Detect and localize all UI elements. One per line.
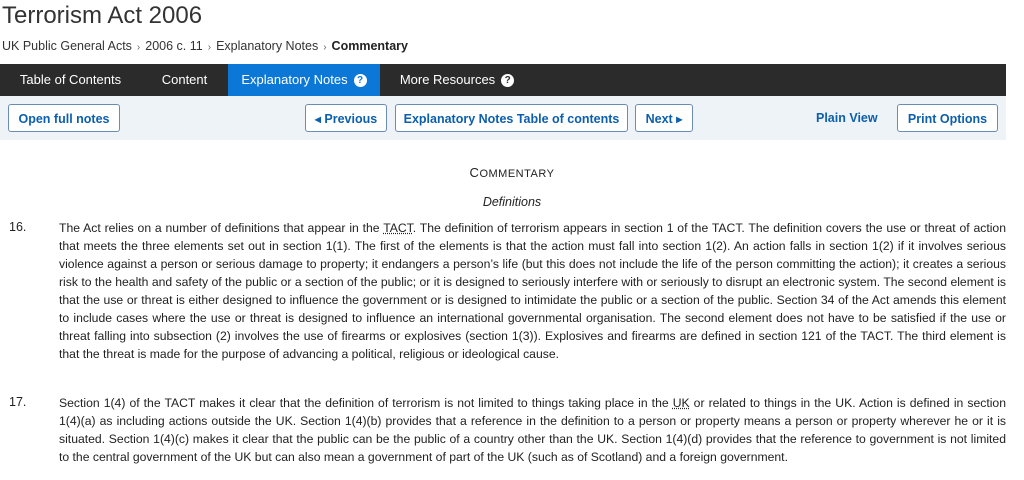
abbreviation-tact[interactable]: TACT xyxy=(383,221,413,235)
tab-content[interactable] xyxy=(141,64,228,96)
breadcrumb xyxy=(2,39,408,53)
chevron-right-icon: › xyxy=(207,42,212,53)
paragraph-17 xyxy=(59,394,1006,466)
breadcrumb-link-2006-c11[interactable]: 2006 c. 11 xyxy=(145,39,203,53)
tab-label: Content xyxy=(161,72,208,87)
tab-table-of-contents[interactable] xyxy=(0,64,141,96)
help-icon[interactable]: ? xyxy=(354,74,367,87)
paragraph-text: The Act relies on a number of definitions that appear in the xyxy=(59,221,384,235)
page-title: Terrorism Act 2006 xyxy=(2,2,203,29)
tab-explanatory-notes[interactable] xyxy=(228,64,380,96)
breadcrumb-link-uk-public-general-acts[interactable]: UK Public General Acts xyxy=(2,39,132,53)
paragraph-text: or related to things in the UK. Action is defined in section 1(4)(a) as including actions outside the UK. Section 1(4)(b) provides that a reference in the definition to a person or property means a person or property wherever he or it is situated. Section 1(4)(c) makes it clear that the public can be the public of a country other than the UK. Section 1(4)(d) provides that the reference to government is not limited to the central government of the UK but can also mean a government of part of the UK (such as of Scotland) and a foreign government. xyxy=(59,396,1006,464)
heading-rest: OMMENTARY xyxy=(479,168,555,180)
paragraph-number: 16. xyxy=(9,220,27,234)
tab-label: More Resources xyxy=(399,72,496,87)
breadcrumb-link-explanatory-notes[interactable]: Explanatory Notes xyxy=(216,39,319,53)
next-button[interactable] xyxy=(635,104,693,132)
abbreviation-uk[interactable]: UK xyxy=(672,396,690,410)
notes-toolbar xyxy=(0,96,1006,140)
paragraph-16 xyxy=(59,219,1006,363)
main-tab-bar xyxy=(0,64,1006,96)
previous-button[interactable] xyxy=(305,104,387,132)
section-subheading: Definitions xyxy=(482,195,542,209)
section-heading xyxy=(0,165,1024,180)
plain-view-link[interactable]: Plain View xyxy=(816,111,878,125)
chevron-right-icon: › xyxy=(136,42,141,53)
tab-more-resources[interactable] xyxy=(380,64,534,96)
help-icon[interactable]: ? xyxy=(501,74,514,87)
triangle-left-icon: ◀ xyxy=(314,115,321,124)
triangle-right-icon: ▶ xyxy=(676,115,683,124)
next-label: Next xyxy=(645,112,673,126)
breadcrumb-current: Commentary xyxy=(331,39,408,53)
print-options-button[interactable]: Print Options xyxy=(897,104,998,132)
paragraph-number: 17. xyxy=(9,395,27,409)
explanatory-notes-toc-button[interactable]: Explanatory Notes Table of contents xyxy=(395,104,628,132)
heading-initial: C xyxy=(469,165,480,180)
previous-label: Previous xyxy=(324,112,378,126)
paragraph-text: . The definition of terrorism appears in section 1 of the TACT. The definition covers the use or threat of action that meets the three elements set out in section 1(1). The first of the elements is that the action must fall into section 1(2). An action falls in section 1(2) if it involves serious violence against a person or serious damage to property; it endangers a person’s life (but this does not include the life of the person committing the action); it creates a serious risk to the health and safety of the public or a section of the public; or it is designed to seriously interfere with or seriously to disrupt an electronic system. The second element is that the use or threat is either designed to influence the government or is designed to intimidate the public or a section of the public. Section 34 of the Act amends this element to include cases where the use or threat is designed to influence an international governmental organisation. The second element does not have to be satisfied if the use or threat falling into subsection (2) involves the use of firearms or explosives (section 1(3)). Explosives and firearms are defined in section 121 of the TACT. The third element is that the threat is made for the purpose of advancing a political, religious or ideological cause. xyxy=(59,221,1006,361)
paragraph-text: Section 1(4) of the TACT makes it clear that the definition of terrorism is not limited to things taking place in the xyxy=(59,396,673,410)
chevron-right-icon: › xyxy=(323,42,327,53)
open-full-notes-button[interactable]: Open full notes xyxy=(8,104,120,132)
tab-label: Table of Contents xyxy=(19,72,122,87)
tab-label: Explanatory Notes xyxy=(241,72,348,87)
